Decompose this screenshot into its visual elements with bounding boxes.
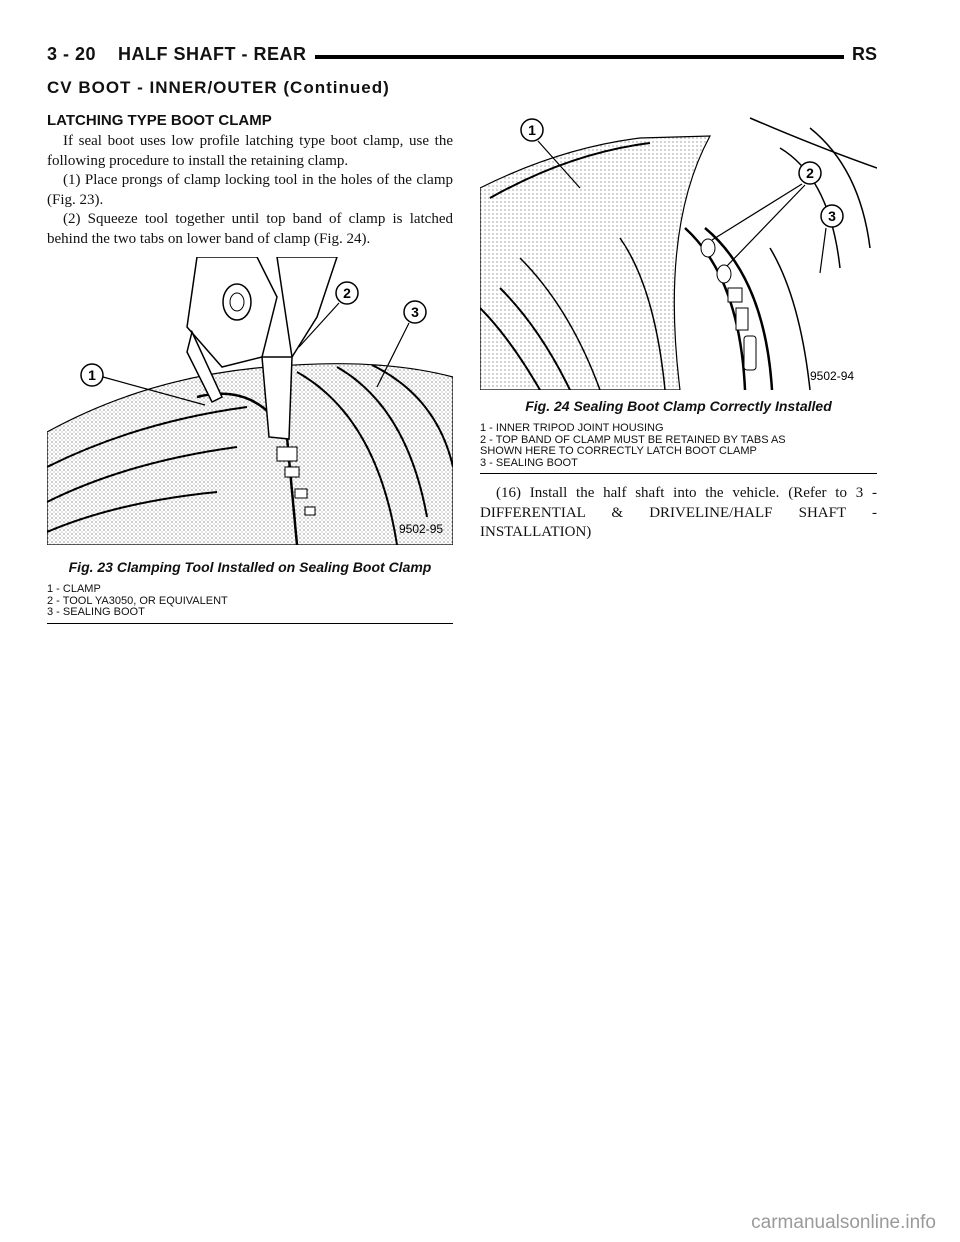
figure-24-legend-item: 2 - TOP BAND OF CLAMP MUST BE RETAINED BY TABS AS (480, 433, 786, 446)
subhead-latching-clamp: LATCHING TYPE BOOT CLAMP (47, 112, 272, 129)
figure-24-caption: Fig. 24 Sealing Boot Clamp Correctly Installed (525, 398, 832, 414)
page-header (47, 44, 877, 72)
paragraph-step-2: (2) Squeeze tool together until top band of clamp is latched behind the two tabs on lower band of clamp (Fig. 24). (47, 211, 453, 247)
figure-24-legend-item: 1 - INNER TRIPOD JOINT HOUSING (480, 422, 664, 434)
figure-24-legend (480, 423, 877, 474)
paragraph-intro: If seal boot uses low profile latching type boot clamp, use the following procedure to install the retaining clamp. (47, 133, 453, 169)
paragraph-step-16: (16) Install the half shaft into the vehicle. (Refer to 3 - DIFFERENTIAL & DRIVELINE/HALF SHAFT - INSTALLATION) (480, 485, 877, 540)
figure-24-legend-item: 3 - SEALING BOOT (480, 456, 578, 469)
right-column (480, 108, 877, 543)
figure-24 (480, 108, 877, 474)
left-column (47, 108, 453, 624)
figure-23-illustration (47, 257, 453, 545)
figure-24-legend-item: SHOWN HERE TO CORRECTLY LATCH BOOT CLAMP (480, 445, 757, 457)
header-model: RS (844, 44, 877, 65)
figure-23-callout-1: 1 (88, 367, 96, 383)
figure-23-code: 9502-95 (399, 522, 444, 536)
figure-23-callout-2: 2 (343, 285, 351, 301)
paragraph-step-1: (1) Place prongs of clamp locking tool in the holes of the clamp (Fig. 23). (47, 172, 453, 208)
figure-23 (47, 257, 453, 624)
figure-24-callout-3: 3 (828, 208, 836, 224)
figure-23-caption: Fig. 23 Clamping Tool Installed on Sealing Boot Clamp (68, 559, 432, 575)
header-page-ref: 3 - 20 HALF SHAFT - REAR (47, 44, 315, 65)
figure-24-illustration (480, 108, 877, 390)
figure-24-code: 9502-94 (810, 369, 855, 383)
figure-24-callout-2: 2 (806, 165, 814, 181)
figure-23-legend-item: 2 - TOOL YA3050, OR EQUIVALENT (47, 594, 228, 607)
section-title: CV BOOT - INNER/OUTER (Continued) (47, 78, 390, 97)
figure-23-callout-3: 3 (411, 304, 419, 320)
figure-23-legend-item: 1 - CLAMP (47, 583, 101, 595)
watermark-text: carmanualsonline.info (751, 1212, 936, 1233)
figure-23-legend (47, 584, 453, 624)
figure-23-legend-item: 3 - SEALING BOOT (47, 606, 145, 618)
figure-24-callout-1: 1 (528, 122, 536, 138)
